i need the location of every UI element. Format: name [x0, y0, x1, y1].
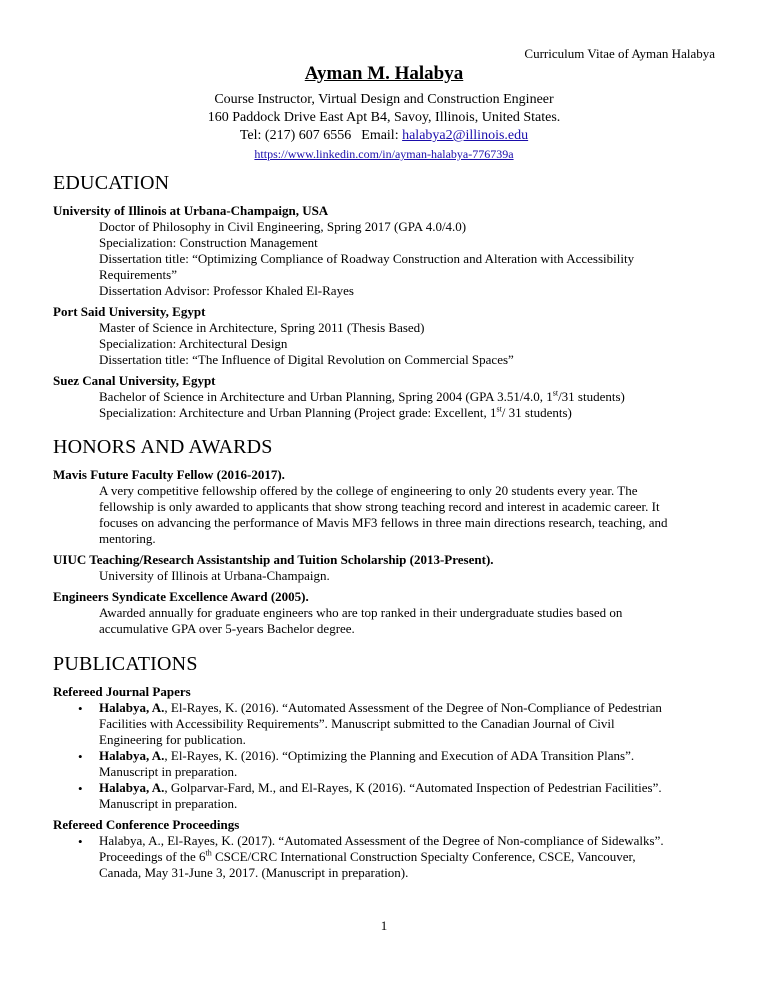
tel-email-line: [53, 127, 715, 145]
honor-line: fellowship is only awarded to applicants that show strong teaching record and interest in academic career. It: [99, 499, 660, 514]
education-line: Dissertation title: “Optimizing Compliance of Roadway Construction and Alteration with Accessibility: [99, 251, 635, 266]
contact-block: [53, 91, 715, 163]
honors-section: [53, 467, 715, 637]
education-line: Master of Science in Architecture, Spring 2011 (Thesis Based): [99, 320, 425, 335]
email-link[interactable]: halabya2@illinois.edu: [402, 128, 529, 143]
list-item: • Halabya, A., El-Rayes, K. (2016). “Automated Assessment of the Degree of Non-Compliance of Pedestrian Facilities with Accessibility Requirements”. Manuscript submitted to the Canadian Journal of Civil Engineering for publication.: [78, 700, 662, 747]
education-heading: EDUCATION: [53, 172, 170, 194]
conference-list: [53, 833, 715, 881]
bullet-icon: •: [78, 834, 83, 849]
journal-papers-list: [53, 700, 715, 812]
honor-line: Awarded annually for graduate engineers who are top ranked in their undergraduate studies based on: [99, 605, 623, 620]
education-entry-title: Suez Canal University, Egypt: [53, 373, 216, 388]
bullet-icon: •: [78, 781, 83, 796]
honor-line: A very competitive fellowship offered by the college of engineering to only 20 students every year. The: [99, 483, 638, 498]
education-line: Specialization: Architectural Design: [99, 336, 288, 351]
honor-title: Mavis Future Faculty Fellow (2016-2017).: [53, 467, 285, 482]
page-number: 1: [380, 918, 388, 933]
honor-title: UIUC Teaching/Research Assistantship and Tuition Scholarship (2013-Present).: [53, 552, 494, 567]
email-label: Email:: [361, 128, 399, 143]
cv-name: Ayman M. Halabya: [304, 63, 464, 84]
honor-line: University of Illinois at Urbana-Champaign.: [99, 568, 330, 583]
bullet-icon: •: [78, 701, 83, 716]
education-line: Dissertation title: “The Influence of Digital Revolution on Commercial Spaces”: [99, 352, 514, 367]
linkedin-link[interactable]: https://www.linkedin.com/in/ayman-halabya-776739a: [254, 147, 514, 161]
education-section: [53, 203, 715, 421]
journal-papers-heading: Refereed Journal Papers: [53, 684, 191, 699]
honors-heading: HONORS AND AWARDS: [53, 436, 273, 458]
honor-line: focuses on advancing the performance of Mavis MF3 fellows in three main directions research, teaching, and: [99, 515, 668, 530]
list-item: • Halabya, A., El-Rayes, K. (2017). “Automated Assessment of the Degree of Non-compliance of Sidewalks”. Proceedings of the 6th CSCE/CRC International Construction Specialty Conference, CSCE, Vancouver, Canada, May 31-June 3, 2017. (Manuscript in preparation).: [78, 833, 664, 880]
honor-line: accumulative GPA over 5-years Bachelor degree.: [99, 621, 355, 636]
education-line: Specialization: Construction Management: [99, 235, 318, 250]
publications-heading: PUBLICATIONS: [53, 653, 198, 675]
list-item: • Halabya, A., Golparvar-Fard, M., and El-Rayes, K (2016). “Automated Inspection of Pedestrian Facilities”. Manuscript in preparation.: [78, 780, 662, 811]
address-line: 160 Paddock Drive East Apt B4, Savoy, Illinois, United States.: [207, 110, 561, 125]
honor-line: mentoring.: [99, 531, 156, 546]
publications-section: [53, 684, 715, 881]
conference-proceedings-heading: Refereed Conference Proceedings: [53, 817, 240, 832]
education-line: Dissertation Advisor: Professor Khaled El-Rayes: [99, 283, 354, 298]
education-entry-title: Port Said University, Egypt: [53, 304, 206, 319]
education-line: Requirements”: [99, 267, 177, 282]
tel-text: Tel: (217) 607 6556: [239, 128, 352, 143]
education-line: Doctor of Philosophy in Civil Engineering, Spring 2017 (GPA 4.0/4.0): [99, 219, 467, 234]
education-entry-title: University of Illinois at Urbana-Champaign, USA: [53, 203, 329, 218]
list-item: • Halabya, A., El-Rayes, K. (2016). “Optimizing the Planning and Execution of ADA Transition Plans”. Manuscript in preparation.: [78, 748, 635, 779]
education-line: Specialization: Architecture and Urban Planning (Project grade: Excellent, 1st/ 31 students): [99, 404, 572, 420]
honor-title: Engineers Syndicate Excellence Award (2005).: [53, 589, 309, 604]
bullet-icon: •: [78, 749, 83, 764]
education-line: Bachelor of Science in Architecture and Urban Planning, Spring 2004 (GPA 3.51/4.0, 1st/31 students): [99, 388, 625, 404]
running-head: Curriculum Vitae of Ayman Halabya: [524, 46, 715, 61]
position-line: Course Instructor, Virtual Design and Construction Engineer: [214, 92, 554, 107]
